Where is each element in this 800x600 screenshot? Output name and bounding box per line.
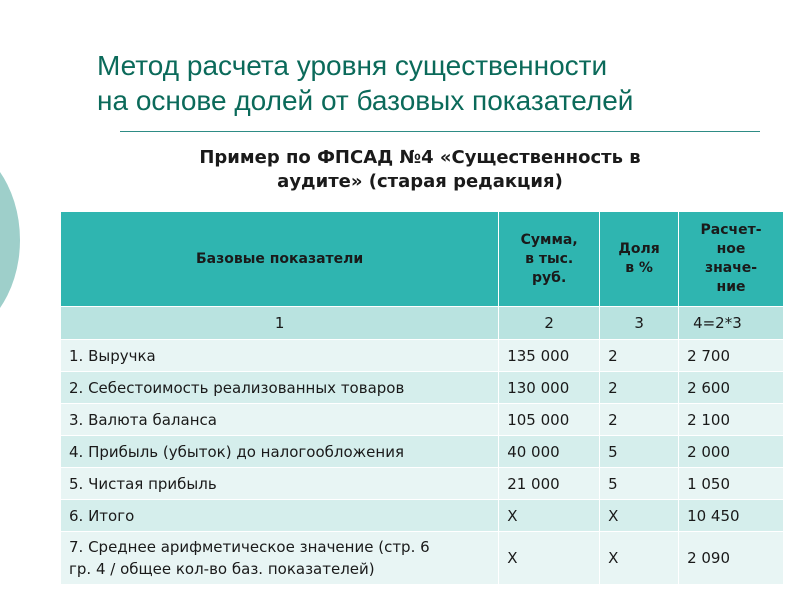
row-sum: Х (499, 532, 600, 585)
header-calc-line: значе- (704, 260, 758, 276)
column-number: 1 (61, 307, 499, 340)
decorative-ring (0, 140, 20, 340)
column-number: 3 (600, 307, 679, 340)
row-share: 2 (600, 372, 679, 404)
header-calc-line: ное (716, 241, 746, 257)
row-calc: 10 450 (679, 500, 784, 532)
row-sum: 21 000 (499, 468, 600, 500)
row-share: 5 (600, 468, 679, 500)
header-sum-line: в тыс. (525, 250, 574, 267)
subtitle-line-1: Пример по ФПСАД №4 «Существенность в (199, 147, 641, 168)
row-sum: 135 000 (499, 340, 600, 372)
table-row (61, 532, 784, 585)
table-row (61, 404, 784, 436)
row-label (61, 532, 499, 585)
header-sum-line: руб. (532, 269, 567, 286)
row-share: 5 (600, 436, 679, 468)
header-share-line: Доля (618, 241, 660, 257)
header-calc (679, 212, 784, 307)
row-sum: 105 000 (499, 404, 600, 436)
title-line-2: на основе долей от базовых показателей (97, 85, 634, 116)
column-number: 4=2*3 (679, 307, 784, 340)
row-calc: 2 090 (679, 532, 784, 585)
row-calc: 1 050 (679, 468, 784, 500)
table-row (61, 340, 784, 372)
row-calc: 2 100 (679, 404, 784, 436)
header-sum (499, 212, 600, 307)
decorative-circles (0, 30, 58, 290)
header-calc-line: Расчет- (700, 222, 762, 238)
row-sum: 40 000 (499, 436, 600, 468)
row-calc: 2 000 (679, 436, 784, 468)
title-line-1: Метод расчета уровня существенности (97, 50, 608, 81)
subtitle-line-2: аудите» (старая редакция) (277, 171, 563, 192)
header-base-indicators: Базовые показатели (61, 212, 499, 307)
slide-title (97, 48, 777, 118)
row-label-line: гр. 4 / общее кол-во баз. показателей) (69, 560, 375, 578)
table-header-row (61, 212, 784, 307)
row-label: 6. Итого (61, 500, 499, 532)
header-sum-line: Сумма, (520, 231, 578, 248)
row-sum: 130 000 (499, 372, 600, 404)
slide-subtitle (60, 146, 780, 194)
table-row (61, 500, 784, 532)
row-share: Х (600, 532, 679, 585)
table-row (61, 436, 784, 468)
column-number: 2 (499, 307, 600, 340)
table-row (61, 468, 784, 500)
row-label: 5. Чистая прибыль (61, 468, 499, 500)
row-share: 2 (600, 404, 679, 436)
row-label: 1. Выручка (61, 340, 499, 372)
materiality-table (60, 211, 784, 585)
title-divider (120, 131, 760, 132)
header-share (600, 212, 679, 307)
header-share-line: в % (625, 260, 653, 276)
header-calc-line: ние (716, 279, 746, 295)
row-label: 2. Себестоимость реализованных товаров (61, 372, 499, 404)
row-label-line: 7. Среднее арифметическое значение (стр. 6 (69, 538, 430, 556)
row-sum: Х (499, 500, 600, 532)
column-number-row (61, 307, 784, 340)
row-label: 3. Валюта баланса (61, 404, 499, 436)
row-share: Х (600, 500, 679, 532)
row-label: 4. Прибыль (убыток) до налогообложения (61, 436, 499, 468)
table-row (61, 372, 784, 404)
row-calc: 2 600 (679, 372, 784, 404)
row-share: 2 (600, 340, 679, 372)
row-calc: 2 700 (679, 340, 784, 372)
